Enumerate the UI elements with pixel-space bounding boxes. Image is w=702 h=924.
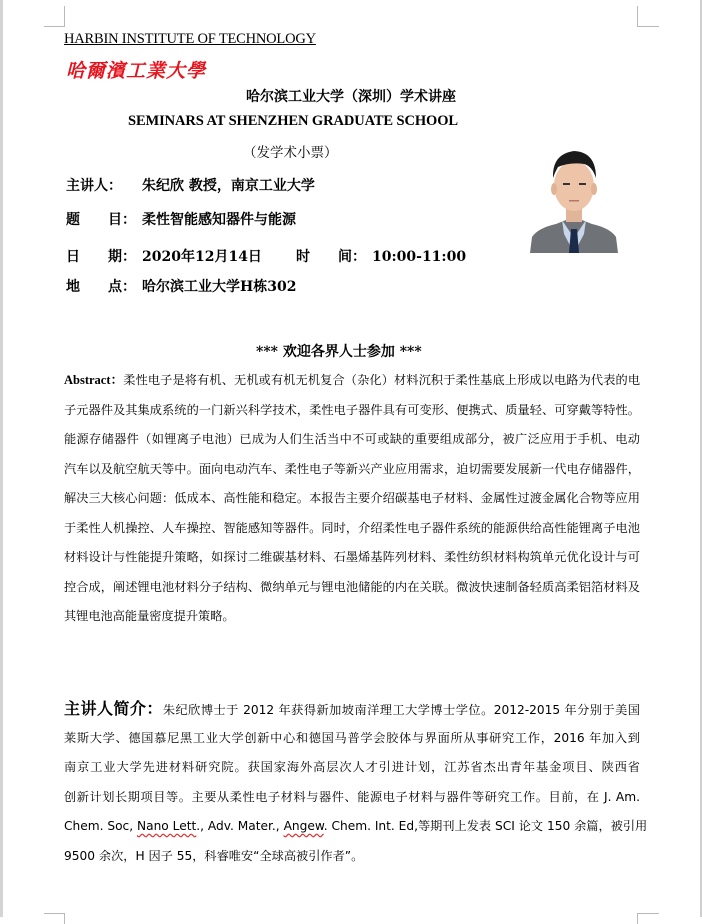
- date-label-1: 日: [66, 249, 80, 265]
- date-value: 2020年12月14日: [142, 249, 262, 265]
- venue-row: [66, 276, 296, 296]
- time-label-2: 间：: [338, 249, 366, 265]
- time-value: 10:00-11:00: [372, 249, 467, 265]
- speaker-photo: [526, 134, 622, 253]
- venue-value: 哈尔滨工业大学H栋302: [142, 279, 297, 295]
- bio-line-3: 南京工业大学先进材料研究院。获国家海外高层次人才引进计划，江苏省杰出青年基金项目、陕西省: [64, 760, 640, 774]
- speaker-portrait-icon: [526, 134, 622, 253]
- margin-corner-mark-top-left: [44, 6, 65, 27]
- seminar-title-en: SEMINARS AT SHENZHEN GRADUATE SCHOOL: [128, 113, 458, 129]
- margin-corner-mark-bottom-right: [637, 913, 659, 924]
- date-time-row: [66, 246, 466, 266]
- abstract-line-2: 子元器件及其集成系统的一门新兴科学技术，柔性电子器件具有可变形、便携式、质量轻、可穿戴等特性。: [64, 402, 640, 417]
- venue-label-1: 地: [66, 279, 80, 295]
- speaker-row: [66, 175, 315, 195]
- abstract-line-7: 材料设计与性能提升策略，如探讨二维碳基材料、石墨烯基阵列材料、柔性纺织材料构筑单元优化设计与可: [64, 550, 640, 564]
- abstract-line-6: 于柔性人机操控、人车操控、智能感知等器件。同时，介绍柔性电子器件系统的能源供给高性能锂离子电池: [64, 520, 640, 535]
- speaker-label: 主讲人：: [66, 178, 122, 194]
- spellcheck-flag-angew: Angew: [283, 819, 324, 833]
- topic-row: [66, 209, 296, 229]
- institute-logo-calligraphy: 哈爾濱工業大學: [66, 60, 207, 82]
- topic-label-1: 题: [66, 212, 80, 228]
- spellcheck-flag-nano-lett: Nano Lett: [137, 819, 197, 833]
- abstract-line-1: Abstract：柔性电子是将有机、无机或有机无机复合（杂化）材料沉积于柔性基底上形成以电路为代表的电: [64, 373, 641, 387]
- abstract-label: Abstract：: [64, 373, 124, 387]
- institute-name-en: HARBIN INSTITUTE OF TECHNOLOGY: [64, 31, 316, 47]
- abstract-line-5: 解决三大核心问题：低成本、高性能和稳定。本报告主要介绍碳基电子材料、金属性过渡金属化合物等应用: [64, 491, 640, 505]
- time-label-1: 时: [296, 249, 310, 265]
- bio-line-4: 创新计划长期项目等。主要从柔性电子材料与器件、能源电子材料与器件等研究工作。目前，在 J. Am.: [64, 789, 640, 804]
- bio-line-5: Chem. Soc, Nano Lett., Adv. Mater., Angew. Chem. Int. Ed,等期刊上发表 SCI 论文 150 余篇，被引用: [64, 819, 648, 833]
- page-left-edge: [0, 0, 3, 917]
- bio-line-1: 主讲人简介：朱纪欣博士于 2012 年获得新加坡南洋理工大学博士学位。2012-2015 年分别于美国: [64, 699, 640, 718]
- bio-line-6: 9500 余次，H 因子 55，科睿唯安“全球高被引作者”。: [64, 848, 364, 863]
- topic-value: 柔性智能感知器件与能源: [142, 212, 296, 228]
- abstract-line-4: 汽车以及航空航天等中。面向电动汽车、柔性电子等新兴产业应用需求，迫切需要发展新一代电存储器件，: [64, 461, 640, 476]
- date-label-2: 期：: [108, 249, 136, 265]
- margin-corner-mark-bottom-left: [44, 913, 65, 924]
- abstract-section: [64, 366, 640, 632]
- abstract-line-3: 能源存储器件（如锂离子电池）已成为人们生活当中不可或缺的重要组成部分，被广泛应用于手机、电动: [64, 432, 640, 446]
- abstract-line-8: 控合成，阐述锂电池材料分子结构、微纳单元与锂电池储能的内在关联。微波快速制备轻质高柔铝箔材料及: [64, 579, 640, 594]
- venue-label-2: 点：: [108, 279, 136, 295]
- speaker-value: 朱纪欣 教授，南京工业大学: [142, 178, 315, 194]
- topic-label-2: 目：: [108, 212, 136, 228]
- ticket-note: （发学术小票）: [243, 145, 338, 161]
- bio-line-2: 莱斯大学、德国慕尼黑工业大学创新中心和德国马普学会胶体与界面所从事研究工作，2016 年加入到: [64, 730, 640, 745]
- seminar-title-cn: 哈尔滨工业大学（深圳）学术讲座: [246, 89, 456, 105]
- margin-corner-mark-top-right: [637, 6, 659, 27]
- welcome-banner: *** 欢迎各界人士参加 ***: [256, 344, 422, 360]
- bio-label: 主讲人简介：: [64, 699, 163, 718]
- bio-section: [64, 694, 648, 871]
- abstract-line-9: 其锂电池高能量密度提升策略。: [64, 609, 235, 623]
